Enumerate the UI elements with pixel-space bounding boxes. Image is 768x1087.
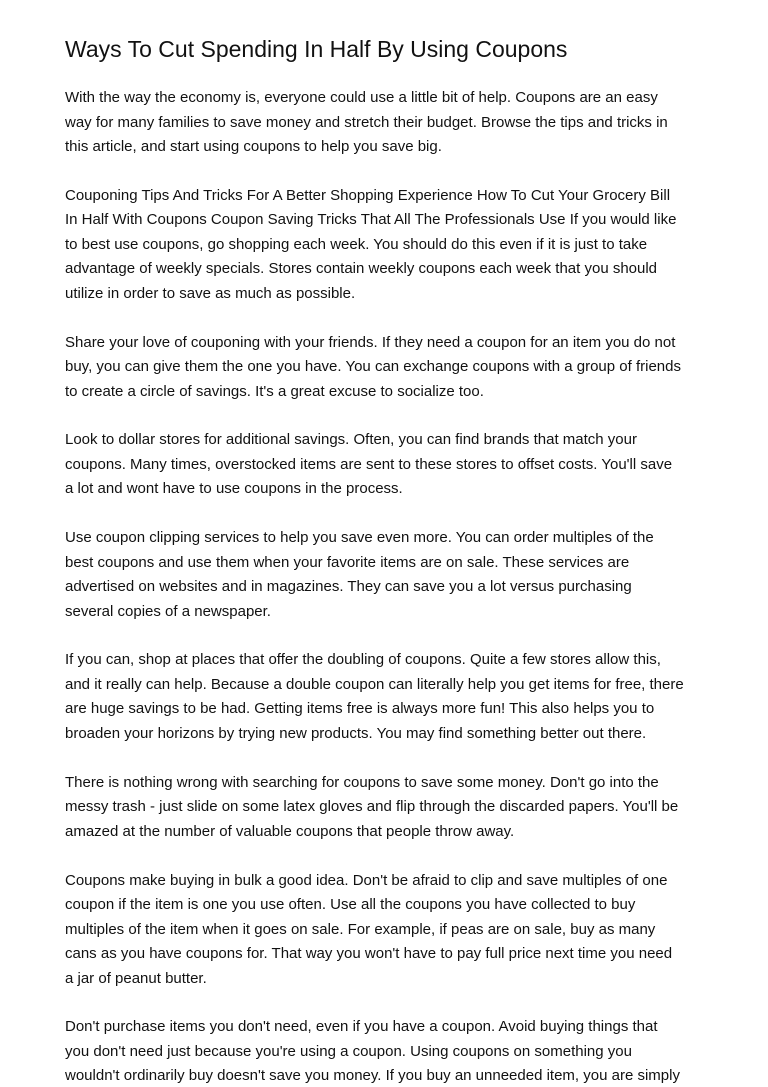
text-line: With the way the economy is, everyone could use a little bit of help. Coupons are an easy xyxy=(65,89,658,106)
text-line: If you can, shop at places that offer the doubling of coupons. Quite a few stores allow this, xyxy=(65,651,661,669)
text-line: this article, and start using coupons to help you save big. xyxy=(65,138,442,155)
text-line: In Half With Coupons Coupon Saving Tricks That All The Professionals Use If you would like xyxy=(65,211,677,229)
text-line: Share your love of couponing with your friends. If they need a coupon for an item you do not xyxy=(65,333,676,351)
text-line: several copies of a newspaper. xyxy=(65,602,271,620)
text-line: Couponing Tips And Tricks For A Better Shopping Experience How To Cut Your Grocery Bill xyxy=(65,186,671,204)
text-line: multiples of the item when it goes on sale. For example, if peas are on sale, buy as many xyxy=(65,920,656,938)
text-line: messy trash - just slide on some latex gloves and flip through the discarded papers. You'll be xyxy=(65,798,679,816)
text-line: Use coupon clipping services to help you save even more. You can order multiples of the xyxy=(65,529,654,547)
paragraph-1 xyxy=(65,86,715,160)
text-line: utilize in order to save as much as possible. xyxy=(65,284,356,302)
text-line: coupons. Many times, overstocked items are sent to these stores to offset costs. You'll save xyxy=(65,455,673,473)
text-line: Coupons make buying in bulk a good idea. Don't be afraid to clip and save multiples of one xyxy=(65,871,668,889)
text-line: you don't need just because you're using a coupon. Using coupons on something you xyxy=(65,1042,632,1060)
paragraph-6 xyxy=(65,648,715,746)
text-line: There is nothing wrong with searching for coupons to save some money. Don't go into the xyxy=(65,773,659,791)
text-line: best coupons and use them when your favorite items are on sale. These services are xyxy=(65,553,630,571)
text-line: Don't purchase items you don't need, even if you have a coupon. Avoid buying things that xyxy=(65,1018,658,1036)
text-line: advertised on websites and in magazines. They can save you a lot versus purchasing xyxy=(65,578,632,596)
text-line: way for many families to save money and stretch their budget. Browse the tips and tricks in xyxy=(65,113,668,131)
paragraph-3 xyxy=(65,331,715,405)
paragraph-8 xyxy=(65,869,715,992)
text-line: buy, you can give them the one you have. You can exchange coupons with a group of friends xyxy=(65,358,681,376)
text-line: broaden your horizons by trying new products. You may find something better out there. xyxy=(65,724,647,742)
paragraph-4 xyxy=(65,428,715,502)
text-line: are huge savings to be had. Getting items free is always more fun! This also helps you to xyxy=(65,700,655,718)
paragraph-7 xyxy=(65,771,715,845)
paragraph-5 xyxy=(65,526,715,624)
text-line: to best use coupons, go shopping each week. You should do this even if it is just to take xyxy=(65,235,648,253)
text-line: Look to dollar stores for additional savings. Often, you can find brands that match your xyxy=(65,431,637,449)
text-line: cans as you have coupons for. That way you won't have to pay full price next time you need xyxy=(65,945,673,963)
text-line: wouldn't ordinarily buy doesn't save you money. If you buy an unneeded item, you are simply xyxy=(65,1067,680,1085)
text-line: to create a circle of savings. It's a great excuse to socialize too. xyxy=(65,382,484,400)
paragraph-2 xyxy=(65,184,715,307)
text-line: coupon if the item is one you use often. Use all the coupons you have collected to buy xyxy=(65,896,636,914)
text-line: and it really can help. Because a double coupon can literally help you get items for free, there xyxy=(65,675,684,693)
document-title: Ways To Cut Spending In Half By Using Coupons xyxy=(65,36,568,62)
text-line: advantage of weekly specials. Stores contain weekly coupons each week that you should xyxy=(65,260,658,278)
text-line: a lot and wont have to use coupons in the process. xyxy=(65,480,403,498)
document-body xyxy=(65,86,715,1087)
text-line: a jar of peanut butter. xyxy=(65,969,207,987)
text-line: amazed at the number of valuable coupons that people throw away. xyxy=(65,822,515,840)
paragraph-9 xyxy=(65,1015,715,1087)
